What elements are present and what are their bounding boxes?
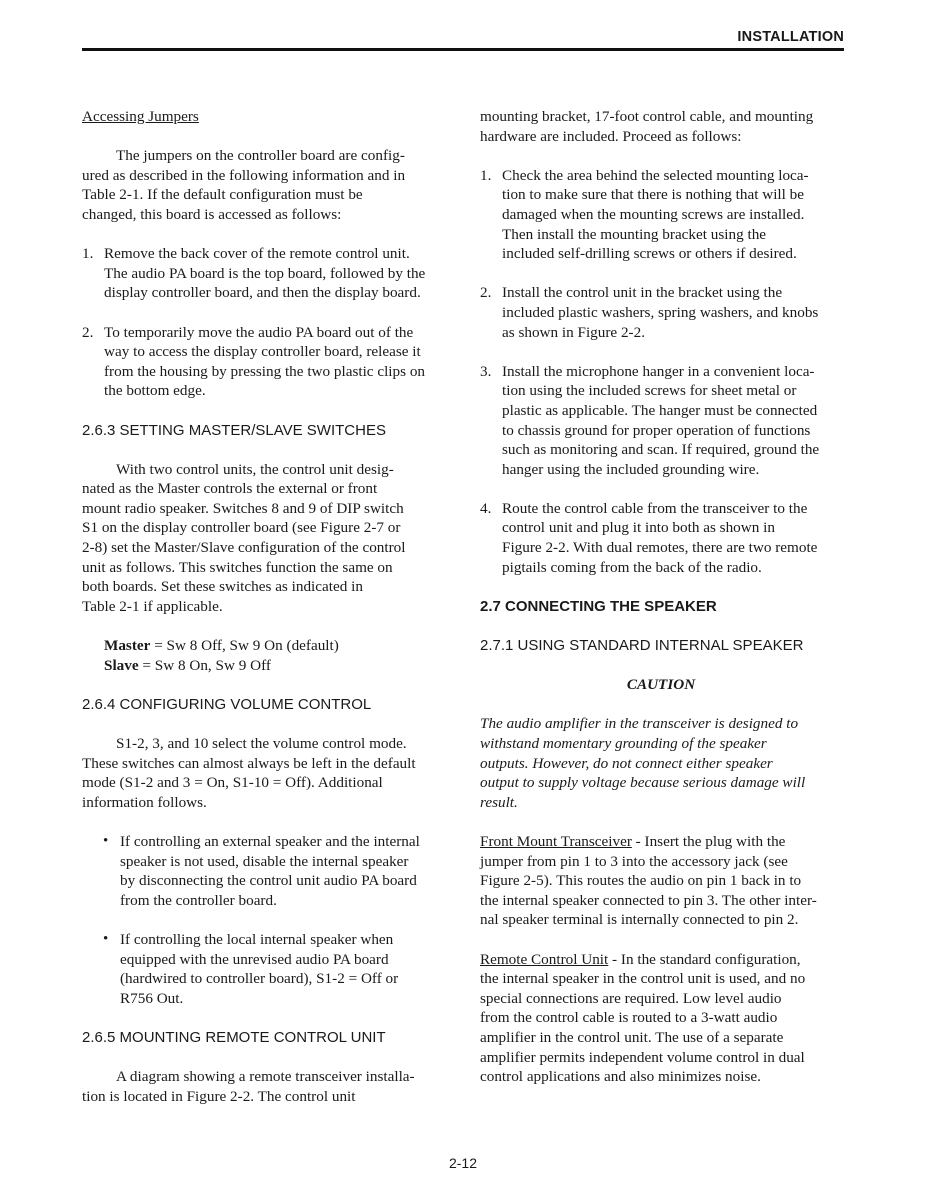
text-line: tion is located in Figure 2-2. The control unit <box>82 1087 356 1105</box>
text-line: control unit and plug it into both as shown in <box>502 519 775 537</box>
text-line: mounting bracket, 17-foot control cable, and mounting <box>480 108 814 125</box>
list-item <box>82 323 444 401</box>
text-line: changed, this board is accessed as follows: <box>82 205 342 223</box>
text-line: amplifier permits independent volume control in dual <box>480 1048 805 1066</box>
text-line: from the controller board. <box>120 891 277 909</box>
text-line: both boards. Set these switches as indicated in <box>82 578 363 596</box>
list-number: 3. <box>480 362 492 380</box>
text-line: unit as follows. This switches function the same on <box>82 558 393 576</box>
text-line: nated as the Master controls the external or front <box>82 480 378 498</box>
text-line: ured as described in the following information and in <box>82 166 406 184</box>
text-line: R756 Out. <box>120 989 184 1007</box>
list-number: 2. <box>480 284 492 302</box>
front-mount-label: Front Mount Transceiver <box>480 832 632 850</box>
front-mount-first-text: - Insert the plug with the <box>631 832 786 850</box>
bullet-icon: • <box>103 832 109 849</box>
text-line: (hardwired to controller board), S1-2 = Off or <box>120 970 399 988</box>
remote-first-line <box>480 950 842 970</box>
text-line: display controller board, and then the display board. <box>104 284 421 302</box>
text-line: damaged when the mounting screws are installed. <box>502 205 805 223</box>
list-item <box>480 166 842 264</box>
remote-rest <box>480 969 842 1087</box>
bullet-icon: • <box>103 930 109 947</box>
text-line: pigtails coming from the back of the radio. <box>502 558 762 576</box>
list-item <box>480 283 842 342</box>
section-2-6-3-heading: 2.6.3 SETTING MASTER/SLAVE SWITCHES <box>82 421 386 439</box>
text-line: the bottom edge. <box>104 382 206 400</box>
page-number: 2-12 <box>448 1155 478 1171</box>
text-line: These switches can almost always be left in the default <box>82 754 416 772</box>
text-line: 2-8) set the Master/Slave configuration of the control <box>82 539 406 557</box>
mounting-steps-list <box>480 166 842 577</box>
front-mount-rest <box>480 852 842 930</box>
text-line: amplifier in the control unit. The use of a separate <box>480 1028 784 1046</box>
text-line: hardware are included. Proceed as follows: <box>480 127 742 145</box>
text-line: A diagram showing a remote transceiver installa- <box>116 1068 415 1086</box>
text-line: result. <box>480 793 518 811</box>
text-line: S1 on the display controller board (see Figure 2-7 or <box>82 519 401 537</box>
text-line: the internal speaker in the control unit is used, and no <box>480 970 806 988</box>
remote-first-text: - In the standard configuration, <box>608 950 801 968</box>
accessing-jumpers-heading-text: Accessing Jumpers <box>82 108 199 125</box>
text-line: Figure 2-2. With dual remotes, there are two remote <box>502 539 818 557</box>
text-line: the internal speaker connected to pin 3. The other inter- <box>480 891 817 909</box>
text-line: hanger using the included grounding wire. <box>502 460 760 478</box>
bullet-item <box>82 930 444 1008</box>
text-line: outputs. However, do not connect either speaker <box>480 754 773 772</box>
mounting-intro-paragraph <box>480 107 842 146</box>
text-line: output to supply voltage because serious damage will <box>480 774 806 792</box>
text-line: mount radio speaker. Switches 8 and 9 of DIP switch <box>82 499 404 517</box>
accessing-jumpers-paragraph <box>82 146 444 224</box>
front-mount-first-line <box>480 832 842 852</box>
text-line: plastic as applicable. The hanger must be connected <box>502 401 818 419</box>
section-2-6-5-heading: 2.6.5 MOUNTING REMOTE CONTROL UNIT <box>82 1028 386 1046</box>
text-line: Check the area behind the selected mounting loca- <box>502 166 809 184</box>
remote-label: Remote Control Unit <box>480 950 609 968</box>
text-line: Remove the back cover of the remote control unit. <box>104 245 410 263</box>
text-line: If controlling the local internal speaker when <box>120 930 394 948</box>
master-value: = Sw 8 Off, Sw 9 On (default) <box>150 637 339 655</box>
slave-setting-line <box>104 656 444 676</box>
text-line: withstand momentary grounding of the speaker <box>480 735 767 752</box>
text-line: tion to make sure that there is nothing that will be <box>502 186 804 204</box>
text-line: control applications and also minimizes noise. <box>480 1068 761 1086</box>
master-slave-paragraph <box>82 460 444 617</box>
text-line: jumper from pin 1 to 3 into the accessory jack (see <box>480 852 788 870</box>
text-line: equipped with the unrevised audio PA board <box>120 950 389 968</box>
bullet-item <box>82 832 444 910</box>
text-line: Install the control unit in the bracket using the <box>502 284 783 302</box>
caution-title: CAUTION <box>626 676 696 694</box>
text-line: S1-2, 3, and 10 select the volume control mode. <box>116 735 407 752</box>
list-item <box>480 499 842 577</box>
text-line: Figure 2-5). This routes the audio on pin 1 back in to <box>480 872 802 890</box>
text-line: from the housing by pressing the two plastic clips on <box>104 362 426 380</box>
text-line: information follows. <box>82 793 207 811</box>
text-line: Table 2-1. If the default configuration must be <box>82 186 363 204</box>
text-line: Route the control cable from the transceiver to the <box>502 499 808 517</box>
master-setting-line <box>104 636 444 656</box>
text-line: If controlling an external speaker and the internal <box>120 832 420 850</box>
master-label: Master <box>104 637 151 655</box>
section-2-6-4-heading: 2.6.4 CONFIGURING VOLUME CONTROL <box>82 695 372 713</box>
text-line: to chassis ground for proper operation of functions <box>502 421 811 439</box>
section-2-7-1-heading: 2.7.1 USING STANDARD INTERNAL SPEAKER <box>480 637 804 655</box>
access-steps-list <box>82 244 444 401</box>
text-line: by disconnecting the control unit audio PA board <box>120 872 417 890</box>
text-line: nal speaker terminal is internally connected to pin 2. <box>480 911 799 929</box>
list-number: 2. <box>82 323 94 341</box>
slave-value: = Sw 8 On, Sw 9 Off <box>138 656 271 674</box>
text-line: The audio PA board is the top board, followed by the <box>104 264 426 282</box>
text-line: special connections are required. Low level audio <box>480 989 782 1007</box>
text-line: as shown in Figure 2-2. <box>502 323 646 341</box>
list-item <box>480 362 842 480</box>
left-column <box>82 107 444 1106</box>
master-slave-settings <box>82 636 444 675</box>
slave-label: Slave <box>104 656 139 674</box>
list-item <box>82 244 444 303</box>
text-line: tion using the included screws for sheet metal or <box>502 382 797 400</box>
right-column <box>480 107 842 1087</box>
text-line: Install the microphone hanger in a convenient loca- <box>502 362 815 380</box>
list-number: 1. <box>82 245 94 263</box>
volume-bullets-list <box>82 832 444 1008</box>
text-line: such as monitoring and scan. If required, ground the <box>502 441 820 459</box>
text-line: The audio amplifier in the transceiver is designed to <box>480 715 799 733</box>
accessing-jumpers-heading <box>82 107 444 127</box>
section-2-7-heading: 2.7 CONNECTING THE SPEAKER <box>480 597 717 615</box>
volume-control-paragraph <box>82 734 444 812</box>
text-line: included plastic washers, spring washers, and knobs <box>502 303 819 321</box>
header-title: INSTALLATION <box>737 29 844 45</box>
remote-control-paragraph <box>480 950 842 1087</box>
text-line: included self-drilling screws or others if desired. <box>502 245 797 263</box>
text-line: Table 2-1 if applicable. <box>82 597 223 615</box>
text-line: speaker is not used, disable the internal speaker <box>120 852 409 870</box>
header-rule <box>82 48 844 51</box>
text-line: from the control cable is routed to a 3-watt audio <box>480 1009 778 1027</box>
list-number: 4. <box>480 499 492 517</box>
mounting-paragraph <box>82 1067 444 1106</box>
list-number: 1. <box>480 166 492 184</box>
text-line: way to access the display controller board, release it <box>104 343 421 361</box>
text-line: To temporarily move the audio PA board out of the <box>104 323 414 341</box>
front-mount-paragraph <box>480 832 842 930</box>
text-line: Then install the mounting bracket using the <box>502 225 767 243</box>
text-line: The jumpers on the controller board are config- <box>116 147 405 165</box>
caution-text <box>480 714 842 812</box>
text-line: With two control units, the control unit desig- <box>116 460 394 478</box>
text-line: mode (S1-2 and 3 = On, S1-10 = Off). Additional <box>82 774 383 792</box>
